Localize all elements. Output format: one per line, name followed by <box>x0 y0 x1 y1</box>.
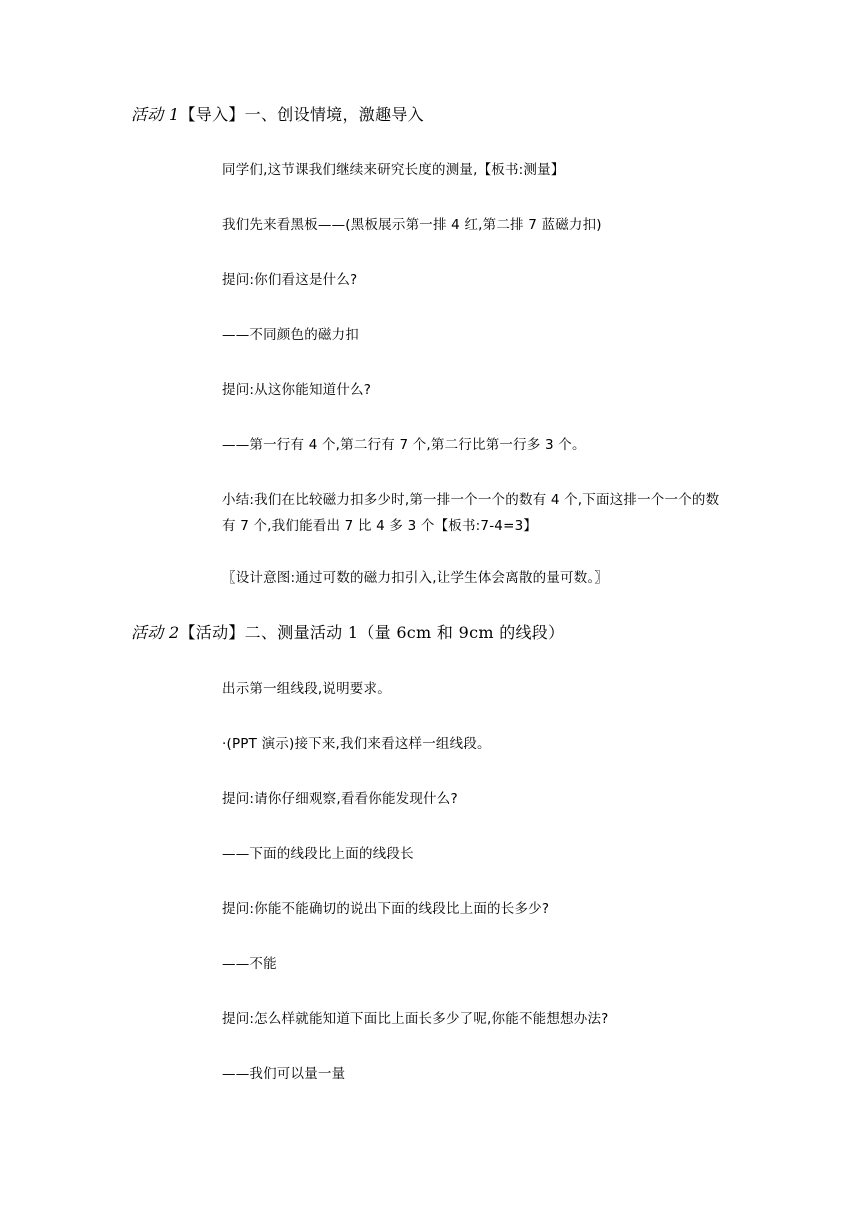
paragraph: 提问:怎么样就能知道下面比上面长多少了呢,你能不能想想办法? <box>222 1011 609 1027</box>
paragraph: 提问:你能不能确切的说出下面的线段比上面的长多少? <box>222 901 550 917</box>
paragraph: ——不能 <box>222 956 277 972</box>
paragraph: 提问:请你仔细观察,看看你能发现什么? <box>222 791 458 807</box>
paragraph: 提问:从这你能知道什么? <box>222 382 372 398</box>
paragraph: ·(PPT 演示)接下来,我们来看这样一组线段。 <box>222 736 491 752</box>
section-2-activity: 活动 2 <box>131 623 180 642</box>
paragraph: ——不同颜色的磁力扣 <box>222 327 359 343</box>
section-1-title: 【导入】一、创设情境，激趣导入 <box>179 105 424 124</box>
design-intent-note: 〖设计意图:通过可数的磁力扣引入,让学生体会离散的量可数。〗 <box>222 570 609 586</box>
paragraph: ——下面的线段比上面的线段长 <box>222 846 414 862</box>
section-1-activity: 活动 1 <box>131 105 180 124</box>
paragraph: ——第一行有 4 个,第二行有 7 个,第二行比第一行多 3 个。 <box>222 437 586 453</box>
paragraph: 提问:你们看这是什么? <box>222 272 358 288</box>
paragraph: 出示第一组线段,说明要求。 <box>222 681 391 697</box>
paragraph: ——我们可以量一量 <box>222 1066 346 1082</box>
paragraph: 我们先来看黑板——(黑板展示第一排 4 红,第二排 7 蓝磁力扣) <box>222 217 602 233</box>
summary-paragraph: 小结:我们在比较磁力扣多少时,第一排一个一个的数有 4 个,下面这排一个一个的数有 7 个,我们能看出 7 比 4 多 3 个【板书:7-4=3】 <box>222 492 720 534</box>
section-1-heading <box>131 105 424 125</box>
section-2-heading <box>131 623 564 643</box>
paragraph: 同学们,这节课我们继续来研究长度的测量,【板书:测量】 <box>222 162 565 178</box>
section-2-title: 【活动】二、测量活动 1（量 6cm 和 9cm 的线段） <box>179 623 565 642</box>
